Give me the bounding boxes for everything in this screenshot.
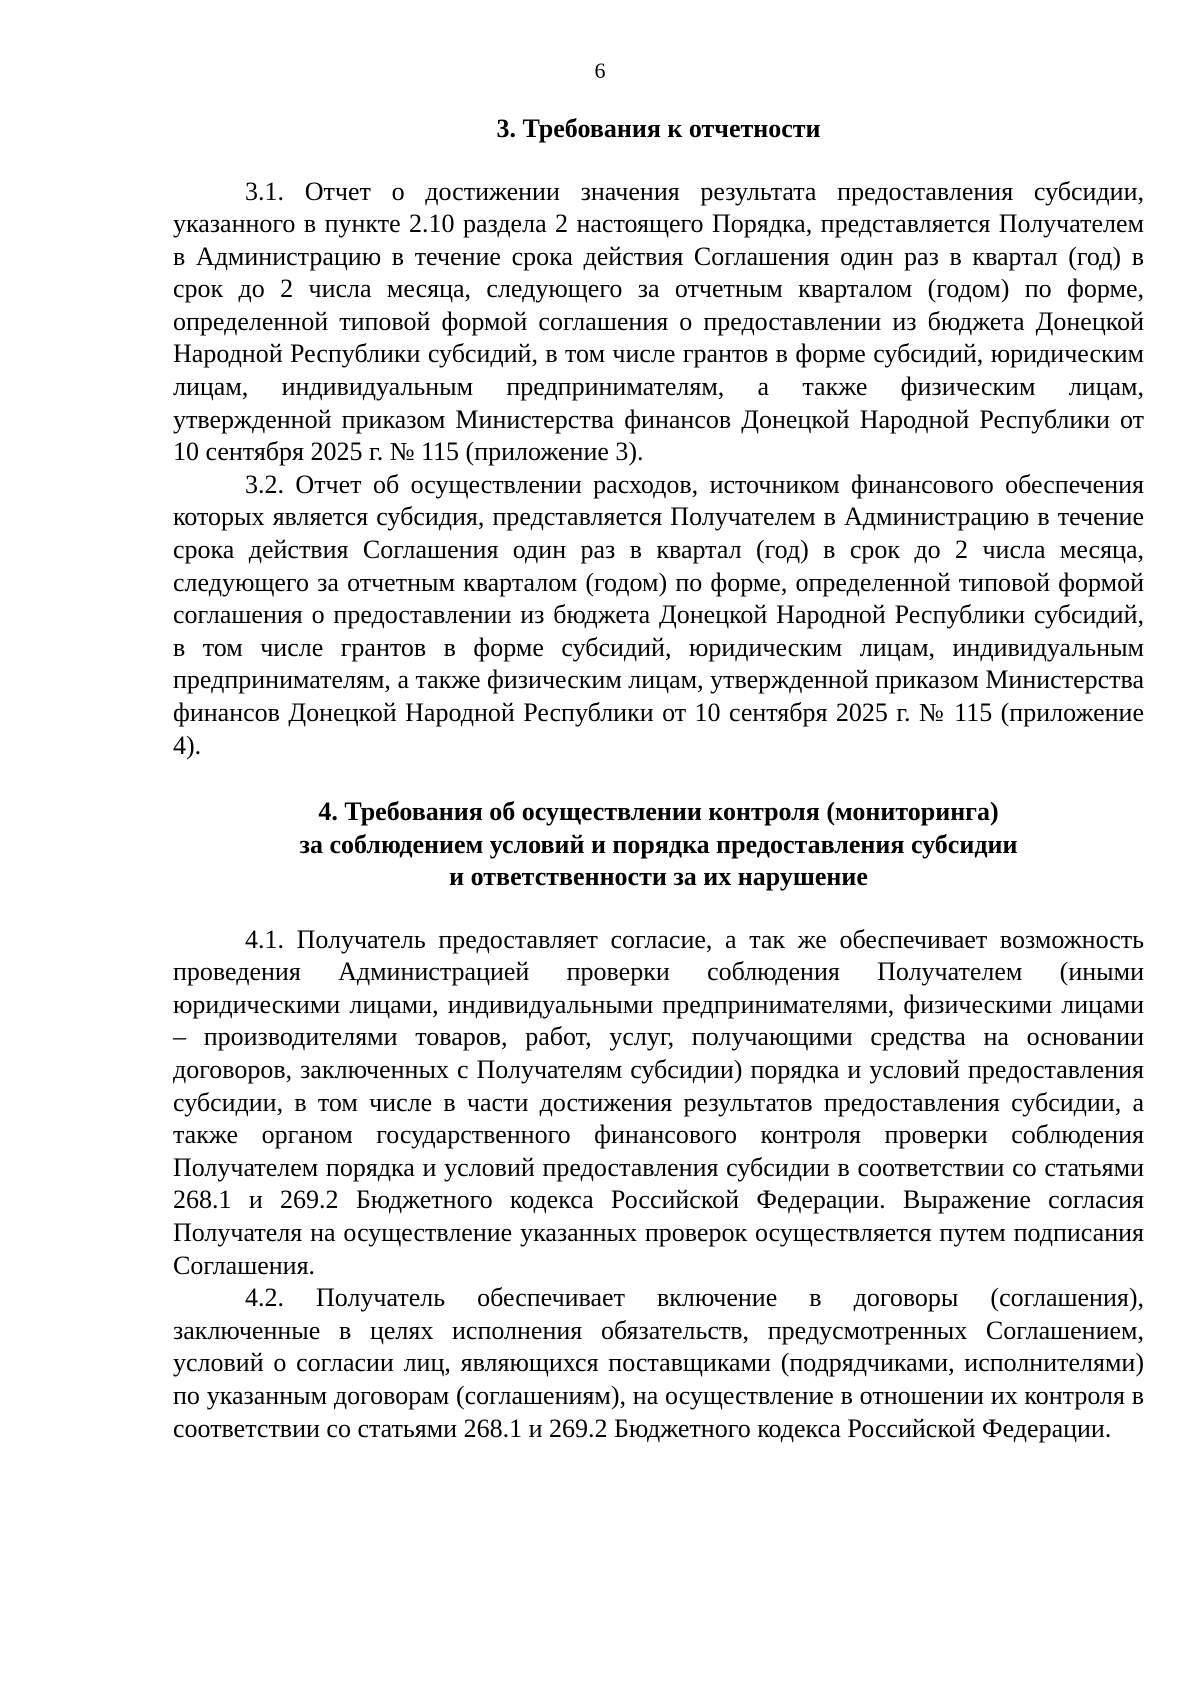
paragraph-3-2: 3.2. Отчет об осуществлении расходов, источником финансового обеспечения которых является субсидия, представляется Получателем в Администрацию в течение срока действия Соглашения один раз в квартал (год) в срок до 2 числа месяца, следующего за отчетным кварталом (годом) по форме, определенной типовой формой соглашения о предоставлении из бюджета Донецкой Народной Республики субсидий, в том числе грантов в форме субсидий, юридическим лицам, индивидуальным предпринимателям, а также физическим лицам, утвержденной приказом Министерства финансов Донецкой Народной Республики от 10 сентября 2025 г. № 115 (приложение 4).	[173, 469, 1144, 760]
section-4-title-line: за соблюдением условий и порядка предоставления субсидии	[299, 829, 1018, 859]
paragraph-4-2: 4.2. Получатель обеспечивает включение в договоры (соглашения), заключенные в целях исполнения обязательств, предусмотренных Соглашением, условий о согласии лиц, являющихся поставщиками (подрядчиками, исполнителями) по указанным договорам (соглашениям), на осуществление в отношении их контроля в соответствии со статьями 268.1 и 269.2 Бюджетного кодекса Российской Федерации.	[173, 1283, 1144, 1443]
section-3-title: 3. Требования к отчетности	[496, 114, 821, 143]
section-4-title-line: и ответственности за их нарушение	[449, 862, 868, 892]
page-number: 6	[594, 58, 606, 83]
document-body	[173, 113, 1144, 1445]
section-4-title	[173, 796, 1144, 894]
section-4-title-line: 4. Требования об осуществлении контроля (мониторинга)	[318, 797, 999, 827]
paragraph-4-1: 4.1. Получатель предоставляет согласие, а так же обеспечивает возможность проведения Администрацией проверки соблюдения Получателем (иными юридическими лицами, индивидуальными предпринимателями, физическими лицами – производителями товаров, работ, услуг, получающими средства на основании договоров, заключенных с Получателям субсидии) порядка и условий предоставления субсидии, в том числе в части достижения результатов предоставления субсидии, а также органом государственного финансового контроля проверки соблюдения Получателем порядка и условий предоставления субсидии в соответствии со статьями 268.1 и 269.2 Бюджетного кодекса Российской Федерации. Выражение согласия Получателя на осуществление указанных проверок осуществляется путем подписания Соглашения.	[173, 924, 1144, 1280]
paragraph-3-1: 3.1. Отчет о достижении значения результата предоставления субсидии, указанного в пункте 2.10 раздела 2 настоящего Порядка, представляется Получателем в Администрацию в течение срока действия Соглашения один раз в квартал (год) в срок до 2 числа месяца, следующего за отчетным кварталом (годом) по форме, определенной типовой формой соглашения о предоставлении из бюджета Донецкой Народной Республики субсидий, в том числе грантов в форме субсидий, юридическим лицам, индивидуальным предпринимателям, а также физическим лицам, утвержденной приказом Министерства финансов Донецкой Народной Республики от 10 сентября 2025 г. № 115 (приложение 3).	[173, 176, 1144, 467]
